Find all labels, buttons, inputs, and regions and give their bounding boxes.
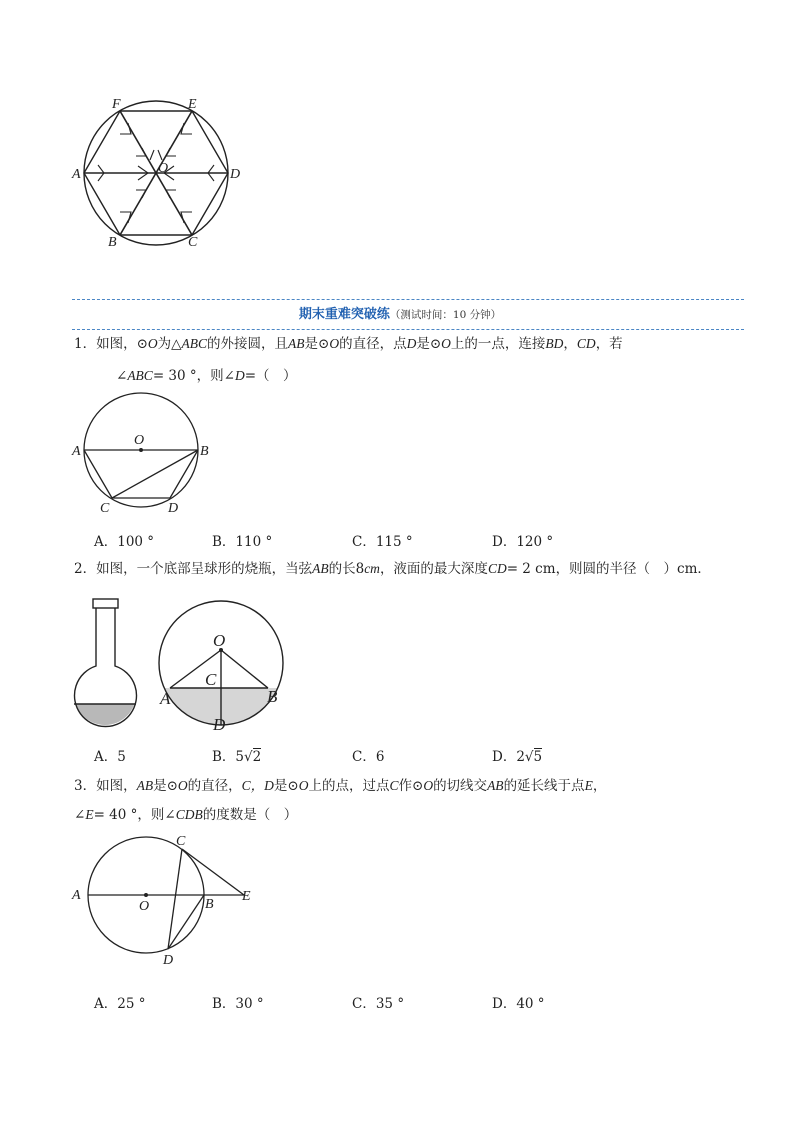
q1-stem-line2: ∠ABC= 30 °，则∠D=（ ） (116, 368, 297, 384)
q3-stem-line2: ∠E= 40 °，则∠CDB的度数是（ ） (74, 807, 298, 823)
fig0-label-f: F (112, 97, 121, 112)
snowflake-hexagon-figure (70, 90, 250, 255)
sqrt-symbol: √ (244, 749, 253, 765)
section-title-main: 期末重难突破练 (298, 307, 390, 322)
q2-stem: 2．如图，一个底部呈球形的烧瓶，当弦AB的长8cm，液面的最大深度CD= 2 cm，则圆的半径（ ）cm． (74, 561, 711, 577)
q3-option-b[interactable]: B．30 ° (212, 996, 264, 1012)
q3-stem-line1: 3．如图，AB是⊙O的直径，C，D是⊙O上的点，过点C作⊙O的切线交AB的延长线于点E， (74, 778, 607, 794)
q2-option-a[interactable]: A．5 (94, 749, 126, 765)
q1-option-a[interactable]: A．100 ° (94, 534, 155, 550)
fig0-label-o: O (158, 161, 169, 176)
q2-label-c: C (205, 670, 217, 689)
q3-label-c: C (176, 834, 186, 849)
q3-label-o: O (139, 899, 150, 914)
q2-option-c[interactable]: C．6 (352, 749, 385, 765)
q1-label-d: D (168, 501, 179, 515)
q3-circle-figure (70, 830, 260, 970)
section-top-divider (72, 299, 744, 300)
q2-option-d[interactable]: D．2√5 (492, 749, 543, 765)
q1-option-d[interactable]: D．120 ° (492, 534, 554, 550)
q1-circle-figure (70, 390, 220, 515)
q3-label-d: D (163, 953, 174, 968)
sqrt-symbol: √ (524, 749, 534, 765)
q1-label-o: O (134, 433, 145, 448)
q1-label-b: B (200, 444, 209, 459)
q2-option-b[interactable]: B．5√2 (212, 749, 262, 765)
q2-label-b: B (267, 687, 278, 706)
fig0-label-b: B (108, 235, 117, 250)
q1-label-a: A (72, 444, 81, 459)
section-bottom-divider (72, 329, 744, 330)
q3-label-e: E (242, 889, 251, 904)
fig0-label-a: A (72, 167, 81, 182)
section-title (0, 303, 800, 322)
q2-flask-figure (70, 596, 145, 732)
q2-label-d: D (213, 715, 226, 734)
q3-label-a: A (72, 888, 81, 903)
q1-stem-line1: 1．如图，⊙O为△ABC的外接圆，且AB是⊙O的直径，点D是⊙O上的一点，连接BD，CD，若 (74, 336, 623, 352)
q2-label-a: A (160, 689, 171, 708)
fig0-label-d: D (230, 167, 241, 182)
q3-option-d[interactable]: D．40 ° (492, 996, 545, 1012)
q3-option-c[interactable]: C．35 ° (352, 996, 405, 1012)
q3-label-b: B (205, 897, 214, 912)
q1-option-b[interactable]: B．110 ° (212, 534, 273, 550)
q2-circle-figure (155, 585, 295, 735)
section-title-sub: （测试时间：10 分钟） (389, 309, 502, 321)
q3-option-a[interactable]: A．25 ° (94, 996, 146, 1012)
q1-label-c: C (100, 501, 110, 515)
q2-label-o: O (213, 631, 226, 650)
fig0-label-c: C (188, 235, 198, 250)
q1-option-c[interactable]: C．115 ° (352, 534, 413, 550)
fig0-label-e: E (188, 97, 197, 112)
